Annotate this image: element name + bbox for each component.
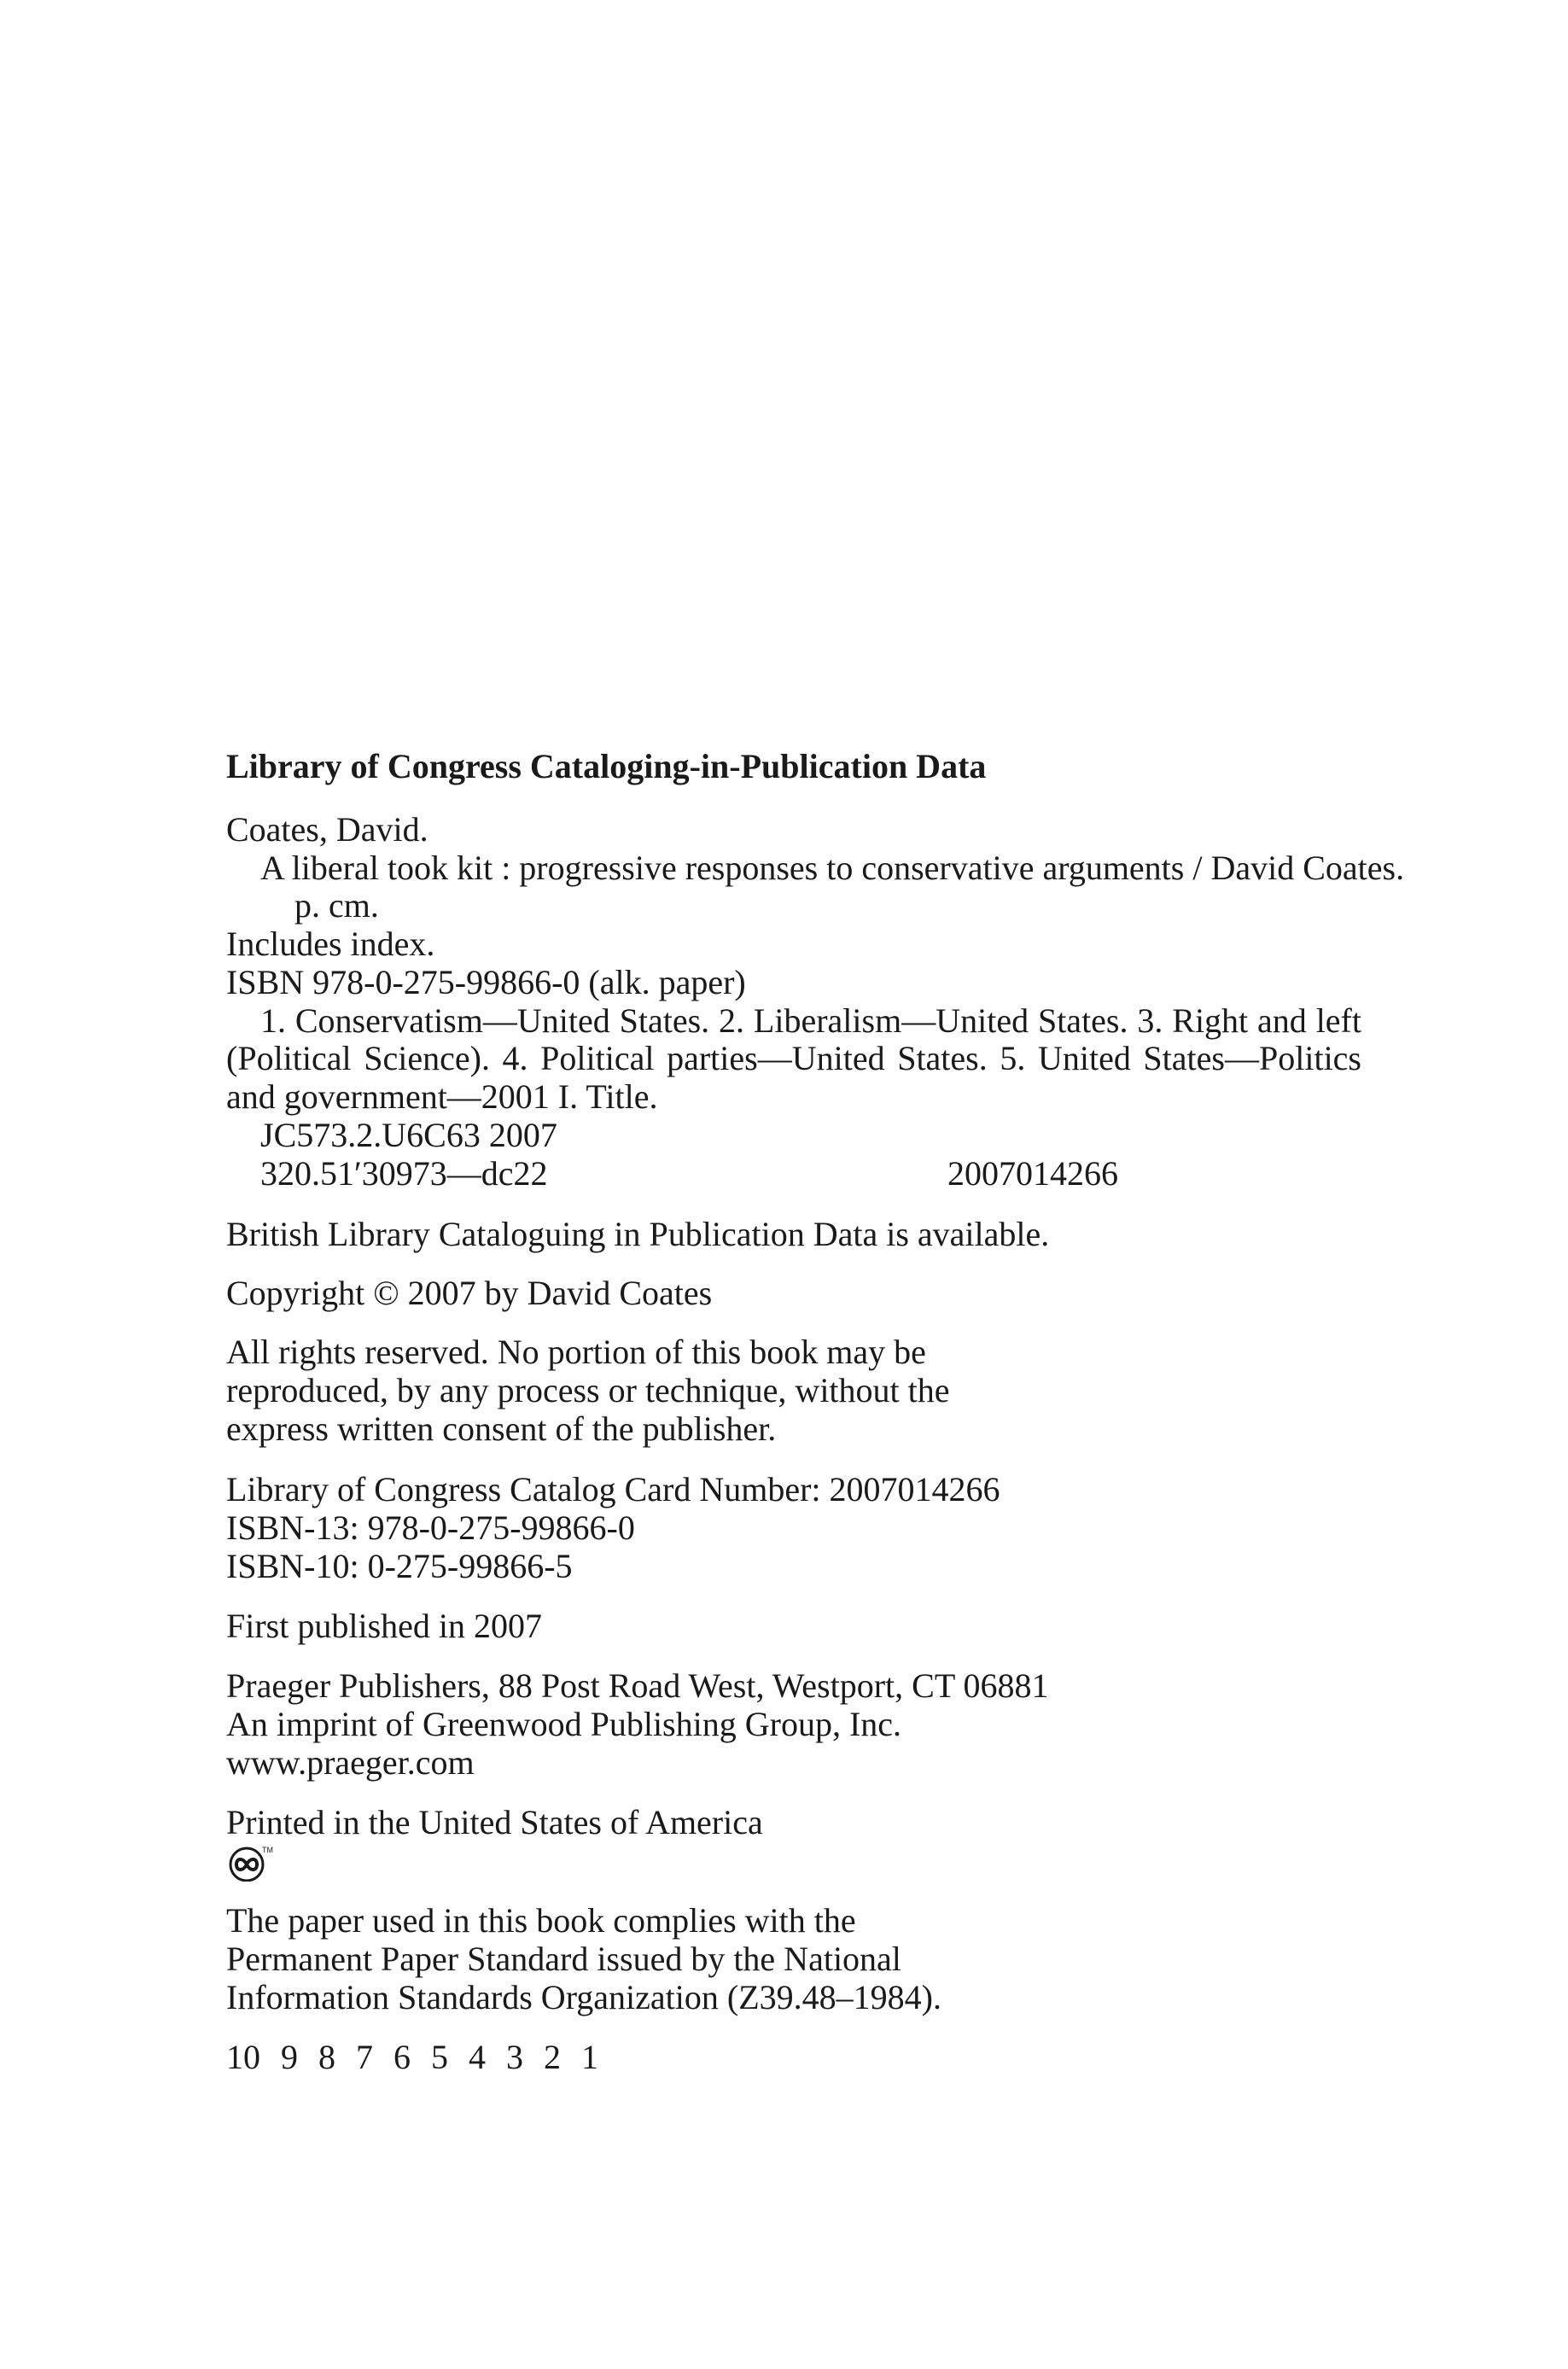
isbn13-line: ISBN-13: 978-0-275-99866-0: [226, 1508, 635, 1547]
printing-number: 9: [281, 2038, 298, 2076]
cip-pages: p. cm.: [294, 886, 379, 925]
printing-number: 4: [469, 2038, 486, 2076]
cip-dewey: 320.51′30973—dc22: [260, 1154, 548, 1193]
paper-statement-line: The paper used in this book complies with the: [226, 1901, 856, 1940]
printed-in: Printed in the United States of America: [226, 1803, 763, 1841]
infinity-paper-permanence-icon: [226, 1842, 277, 1882]
cip-heading: Library of Congress Cataloging-in-Publication Data: [226, 747, 987, 785]
printing-line: [226, 2040, 619, 2074]
rights-line: All rights reserved. No portion of this book may be: [226, 1333, 926, 1371]
cip-subjects-2: (Political Science). 4. Political parties—United States. 5. United States—Politics: [226, 1039, 1361, 1077]
cip-subjects-3: and government—2001 I. Title.: [226, 1077, 658, 1116]
printing-number: 7: [356, 2038, 373, 2076]
printing-number: 1: [581, 2038, 598, 2076]
cip-author: Coates, David.: [226, 810, 428, 849]
printing-number: 3: [506, 2038, 523, 2076]
printing-number: 2: [544, 2038, 561, 2076]
paper-statement-line: Permanent Paper Standard issued by the National: [226, 1940, 901, 1978]
printing-number: 5: [431, 2038, 448, 2076]
paper-statement-line: Information Standards Organization (Z39.48–1984).: [226, 1978, 941, 2016]
cip-lccn: 2007014266: [947, 1154, 1118, 1193]
cip-isbn: ISBN 978-0-275-99866-0 (alk. paper): [226, 963, 746, 1001]
copyright-line: Copyright © 2007 by David Coates: [226, 1274, 713, 1312]
cip-title: A liberal took kit : progressive responses to conservative arguments / David Coates.: [260, 849, 1405, 887]
publisher-imprint: An imprint of Greenwood Publishing Group, Inc.: [226, 1705, 902, 1743]
isbn10-line: ISBN-10: 0-275-99866-5: [226, 1547, 573, 1585]
first-published: First published in 2007: [226, 1607, 543, 1645]
british-library-note: British Library Cataloguing in Publication Data is available.: [226, 1215, 1050, 1253]
printing-number: 8: [318, 2038, 335, 2076]
lccn-line: Library of Congress Catalog Card Number: 2007014266: [226, 1470, 1000, 1508]
printing-number: 6: [393, 2038, 411, 2076]
cip-subjects-1: 1. Conservatism—United States. 2. Liberalism—United States. 3. Right and left: [260, 1001, 1361, 1040]
cip-lc-class: JC573.2.U6C63 2007: [260, 1116, 557, 1154]
trademark-mark: TM: [262, 1846, 273, 1854]
printing-number: 10: [226, 2038, 260, 2076]
cip-includes: Includes index.: [226, 925, 435, 963]
publisher-website: www.praeger.com: [226, 1743, 475, 1782]
publisher-address: Praeger Publishers, 88 Post Road West, Westport, CT 06881: [226, 1666, 1049, 1705]
rights-line: express written consent of the publisher.: [226, 1409, 777, 1448]
rights-line: reproduced, by any process or technique, without the: [226, 1371, 950, 1409]
